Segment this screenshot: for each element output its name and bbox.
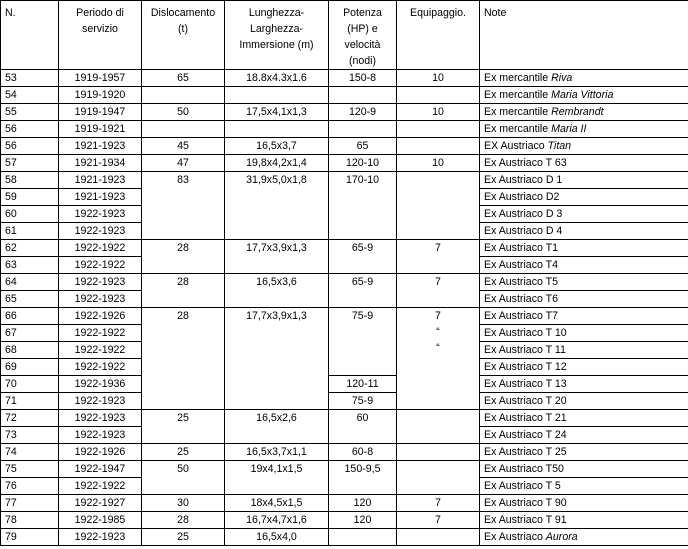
cell-n: 62 [1,240,59,257]
cell-potenza-value: 65-9 [351,276,374,288]
note-text: Ex Austriaco T 10 [484,327,567,339]
cell-n: 65 [1,291,59,308]
cell-dislocamento [142,172,225,240]
note-text: Ex mercantile [484,89,552,101]
note-text: Ex Austriaco T 13 [484,378,567,390]
header-equipaggio: Equipaggio. [397,1,480,70]
cell-n: 54 [1,87,59,104]
cell-note [480,121,688,138]
note-text: Ex Austriaco T 11 [484,344,566,356]
cell-n: 68 [1,342,59,359]
cell-potenza [329,461,397,495]
cell-note [480,172,688,189]
cell-periodo: 1922-1923 [59,223,142,240]
note-text: Ex Austriaco T 12 [484,361,567,373]
cell-note [480,529,688,546]
cell-n: 76 [1,478,59,495]
cell-equipaggio [397,461,480,495]
note-text: Ex Austriaco T4 [484,259,558,271]
cell-potenza-value: 170-10 [346,174,379,186]
cell-potenza [329,240,397,274]
cell-potenza [329,274,397,308]
table-row [1,376,688,393]
cell-equipaggio [397,87,480,104]
cell-note [480,308,688,325]
cell-periodo: 1921-1923 [59,189,142,206]
table-body [1,70,688,546]
note-vessel-name: Maria Vittoria [551,89,614,101]
cell-dimensioni-value: 16,5x3,6 [256,276,297,288]
cell-periodo: 1922-1926 [59,308,142,325]
cell-n: 79 [1,529,59,546]
note-text: Ex mercantile [484,106,552,118]
cell-potenza-value: 150-9,5 [344,463,381,475]
cell-n: 57 [1,155,59,172]
cell-potenza-value: 60 [356,412,369,424]
cell-dimensioni: 16,7x4,7x1,6 [225,512,329,529]
cell-dimensioni [225,410,329,444]
table-row [1,444,688,461]
cell-potenza: 120 [329,495,397,512]
cell-potenza: 120-11 [329,376,397,393]
cell-equipaggio-line [401,461,475,477]
cell-n: 56 [1,121,59,138]
cell-n: 72 [1,410,59,427]
cell-equipaggio [397,172,480,240]
cell-potenza-value: 65-9 [351,242,374,254]
cell-periodo: 1922-1923 [59,393,142,410]
cell-n: 75 [1,461,59,478]
cell-potenza [329,529,397,546]
cell-periodo: 1922-1922 [59,325,142,342]
table-row [1,104,688,121]
header-potenza: Potenza (HP) e velocità (nodi) [329,1,397,70]
table-row [1,138,688,155]
table-row [1,172,688,189]
cell-dimensioni-value: 16,5x2,6 [256,412,297,424]
cell-dimensioni-value: 19x4,1x1,5 [250,463,303,475]
table-row [1,240,688,257]
note-vessel-name: Rembrandt [551,106,604,118]
cell-n: 78 [1,512,59,529]
cell-equipaggio-line: “ [436,326,440,338]
note-text: Ex Austriaco T 63 [484,157,567,169]
cell-equipaggio: 7 [397,495,480,512]
cell-periodo: 1922-1922 [59,240,142,257]
cell-note [480,189,688,206]
note-text: Ex Austriaco T 20 [484,395,567,407]
cell-periodo: 1921-1934 [59,155,142,172]
cell-equipaggio: 7 [397,512,480,529]
cell-dislocamento: 28 [142,512,225,529]
cell-potenza [329,87,397,104]
cell-equipaggio [397,121,480,138]
cell-n: 61 [1,223,59,240]
header-row [1,1,688,70]
cell-dimensioni [225,240,329,274]
cell-equipaggio [397,529,480,546]
cell-note [480,138,688,155]
note-vessel-name: Maria II [551,123,587,135]
cell-equipaggio-line [401,220,475,236]
cell-note [480,376,688,393]
cell-dislocamento-value: 25 [177,412,189,424]
cell-dislocamento [142,240,225,274]
cell-note [480,461,688,478]
table-row [1,87,688,104]
cell-equipaggio-line [401,290,475,306]
cell-equipaggio-line: 7 [435,310,441,322]
cell-note [480,393,688,410]
cell-periodo: 1921-1923 [59,138,142,155]
cell-dimensioni: 16,5x4,0 [225,529,329,546]
note-text: Ex mercantile [484,123,552,135]
cell-note [480,206,688,223]
cell-potenza [329,308,397,376]
cell-note [480,342,688,359]
cell-dislocamento [142,274,225,308]
cell-n: 58 [1,172,59,189]
note-text: Ex Austriaco T6 [484,293,558,305]
cell-periodo: 1919-1957 [59,70,142,87]
cell-equipaggio-line [401,388,475,404]
note-vessel-name: Riva [551,72,573,84]
cell-dislocamento [142,87,225,104]
cell-equipaggio-line: 7 [435,276,441,288]
cell-note [480,291,688,308]
cell-equipaggio: 10 [397,104,480,121]
cell-periodo: 1922-1922 [59,478,142,495]
table-row [1,393,688,410]
cell-dislocamento-value: 28 [177,242,189,254]
cell-periodo: 1922-1927 [59,495,142,512]
cell-dislocamento-value: 28 [177,276,189,288]
cell-dimensioni-value: 17,7x3,9x1,3 [246,310,307,322]
cell-note [480,410,688,427]
cell-n: 77 [1,495,59,512]
cell-n: 73 [1,427,59,444]
cell-potenza [329,172,397,240]
cell-equipaggio-line [401,356,475,372]
note-text: Ex Austriaco D2 [484,191,560,203]
cell-potenza: 120-10 [329,155,397,172]
cell-n: 56 [1,138,59,155]
cell-equipaggio [397,308,480,410]
note-text: Ex Austriaco T1 [484,242,558,254]
table-row [1,155,688,172]
cell-dimensioni [225,274,329,308]
cell-periodo: 1922-1923 [59,291,142,308]
table-row [1,495,688,512]
cell-n: 60 [1,206,59,223]
cell-equipaggio-line [401,426,475,442]
cell-dislocamento-value: 83 [177,174,189,186]
cell-periodo: 1922-1923 [59,410,142,427]
note-text: Ex Austriaco T5 [484,276,558,288]
cell-periodo: 1922-1985 [59,512,142,529]
cell-periodo: 1922-1923 [59,274,142,291]
cell-n: 59 [1,189,59,206]
cell-equipaggio [397,410,480,444]
cell-n: 71 [1,393,59,410]
table-row [1,461,688,478]
cell-periodo: 1922-1923 [59,206,142,223]
table-row [1,70,688,87]
cell-equipaggio [397,240,480,274]
cell-potenza: 75-9 [329,393,397,410]
cell-dimensioni [225,308,329,410]
cell-note [480,70,688,87]
cell-note [480,427,688,444]
cell-dimensioni [225,121,329,138]
cell-potenza [329,121,397,138]
table-row [1,308,688,325]
note-text: Ex Austriaco T 5 [484,480,561,492]
cell-dislocamento: 45 [142,138,225,155]
cell-note [480,87,688,104]
cell-potenza: 120 [329,512,397,529]
header-dislocamento: Dislocamento (t) [142,1,225,70]
cell-note [480,444,688,461]
cell-dimensioni: 19,8x4,2x1,4 [225,155,329,172]
cell-equipaggio-line [401,188,475,204]
cell-dimensioni-value: 31,9x5,0x1,8 [246,174,307,186]
cell-note [480,155,688,172]
cell-note [480,274,688,291]
cell-dimensioni-value: 17,7x3,9x1,3 [246,242,307,254]
note-text: Ex Austriaco T7 [484,310,558,322]
cell-n: 55 [1,104,59,121]
cell-n: 74 [1,444,59,461]
cell-dimensioni: 16,5x3,7x1,1 [225,444,329,461]
cell-dimensioni: 18.8x4.3x1.6 [225,70,329,87]
cell-potenza: 65 [329,138,397,155]
cell-dimensioni [225,172,329,240]
cell-dislocamento [142,121,225,138]
cell-note [480,104,688,121]
cell-periodo: 1919-1947 [59,104,142,121]
cell-note [480,257,688,274]
cell-equipaggio-line [401,410,475,426]
cell-dislocamento [142,410,225,444]
cell-equipaggio-line [401,372,475,388]
cell-note [480,325,688,342]
cell-n: 53 [1,70,59,87]
note-text: Ex Austriaco T 90 [484,497,567,509]
note-text: Ex Austriaco D 4 [484,225,563,237]
cell-note [480,359,688,376]
cell-potenza-value: 75-9 [351,310,374,322]
cell-dislocamento: 30 [142,495,225,512]
note-text: Ex Austriaco T50 [484,463,564,475]
cell-dislocamento: 25 [142,444,225,461]
cell-n: 70 [1,376,59,393]
table-row [1,512,688,529]
cell-equipaggio-line: 7 [435,242,441,254]
cell-periodo: 1922-1922 [59,257,142,274]
cell-note [480,495,688,512]
cell-periodo: 1922-1926 [59,444,142,461]
table-row [1,410,688,427]
cell-potenza: 60-8 [329,444,397,461]
note-text: Ex Austriaco T 21 [484,412,567,424]
note-text: Ex Austriaco T 25 [484,446,567,458]
cell-n: 63 [1,257,59,274]
cell-equipaggio-line [401,256,475,272]
note-text: Ex Austriaco T 24 [484,429,567,441]
cell-dimensioni [225,461,329,495]
cell-potenza [329,410,397,444]
note-text: Ex Austriaco D 1 [484,174,563,186]
cell-note [480,478,688,495]
cell-dislocamento: 47 [142,155,225,172]
cell-periodo: 1922-1922 [59,359,142,376]
note-text: Ex Austriaco [484,531,546,543]
cell-periodo: 1919-1920 [59,87,142,104]
cell-dimensioni: 16,5x3,7 [225,138,329,155]
cell-periodo: 1921-1923 [59,172,142,189]
cell-equipaggio: 10 [397,70,480,87]
cell-dislocamento [142,461,225,495]
table-row [1,121,688,138]
cell-n: 64 [1,274,59,291]
cell-dislocamento: 25 [142,529,225,546]
cell-periodo: 1922-1923 [59,427,142,444]
cell-equipaggio-line [401,172,475,188]
cell-dislocamento [142,308,225,410]
header-note: Note [480,1,688,70]
cell-dislocamento: 65 [142,70,225,87]
cell-dimensioni: 17,5x4,1x1,3 [225,104,329,121]
note-text: Ex mercantile [484,72,552,84]
cell-dislocamento: 50 [142,104,225,121]
cell-periodo: 1922-1922 [59,342,142,359]
cell-potenza: 120-9 [329,104,397,121]
cell-n: 69 [1,359,59,376]
cell-note [480,240,688,257]
header-periodo: Periodo di servizio [59,1,142,70]
cell-dimensioni: 18x4,5x1,5 [225,495,329,512]
header-n: N. [1,1,59,70]
cell-equipaggio [397,444,480,461]
table-header [1,1,688,70]
cell-dislocamento-value: 28 [177,310,189,322]
note-text: Ex Austriaco D 3 [484,208,563,220]
cell-equipaggio: 10 [397,155,480,172]
cell-equipaggio-line [401,204,475,220]
cell-dimensioni [225,87,329,104]
cell-dislocamento-value: 50 [177,463,189,475]
cell-equipaggio-line [401,477,475,493]
cell-note [480,512,688,529]
cell-equipaggio [397,138,480,155]
cell-periodo: 1922-1923 [59,529,142,546]
note-text: Ex Austriaco T 91 [484,514,567,526]
cell-potenza: 150-8 [329,70,397,87]
cell-periodo: 1922-1936 [59,376,142,393]
table-row [1,529,688,546]
note-vessel-name: Aurora [545,531,578,543]
cell-n: 66 [1,308,59,325]
header-dimensioni: Lunghezza-Larghezza-Immersione (m) [225,1,329,70]
cell-note [480,223,688,240]
note-text: EX Austriaco [484,140,548,152]
cell-periodo: 1922-1947 [59,461,142,478]
table-row [1,274,688,291]
cell-n: 67 [1,325,59,342]
cell-equipaggio-line: “ [436,342,440,354]
cell-periodo: 1919-1921 [59,121,142,138]
note-vessel-name: Titan [547,140,572,152]
cell-equipaggio [397,274,480,308]
